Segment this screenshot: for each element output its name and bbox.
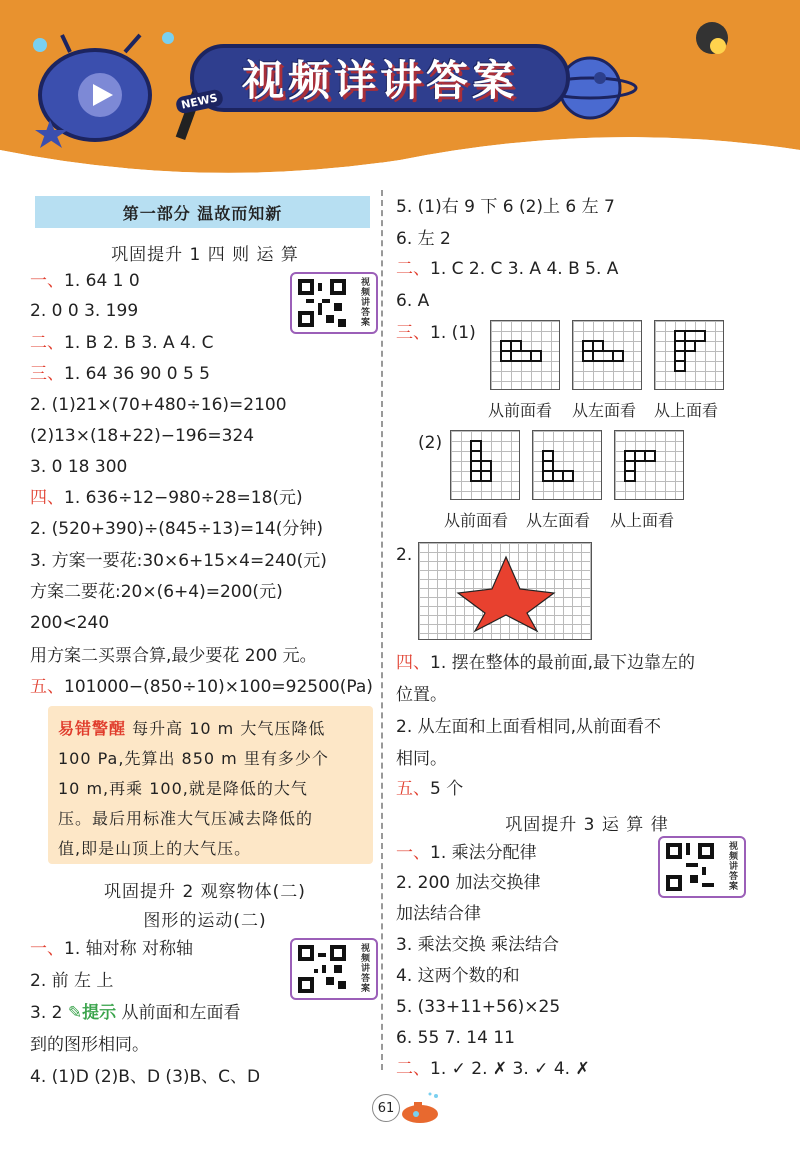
qr-label: 视频讲答案	[729, 842, 739, 892]
answer-line: 5. (1)右 9 下 6 (2)上 6 左 7	[396, 197, 615, 217]
view-caption: 从上面看	[610, 511, 675, 530]
answer-line: 位置。	[396, 685, 447, 705]
qr-code-icon	[298, 945, 346, 993]
banner	[0, 0, 800, 175]
answer-line: 3. 2 ✎提示 从前面和左面看	[30, 1003, 241, 1023]
answer-line: 6. 左 2	[396, 229, 451, 249]
view-grid-left	[572, 320, 642, 390]
submarine-icon	[398, 1090, 448, 1126]
answer-line: 2. 200 加法交换律	[396, 873, 541, 893]
star-grid	[418, 542, 592, 640]
answer-line: 五、5 个	[396, 779, 464, 799]
view-grid-top	[614, 430, 684, 500]
view-caption: 从前面看	[488, 401, 553, 420]
answer-line: 四、1. 摆在整体的最前面,最下边靠左的	[396, 653, 696, 673]
view-shape	[655, 321, 725, 391]
view-caption: 从前面看	[444, 511, 509, 530]
section2-title: 巩固提升 2 观察物体(二)	[104, 882, 306, 902]
answer-line: 2. (520+390)÷(845÷13)=14(分钟)	[30, 519, 324, 539]
warning-tag: 易错警醒	[58, 719, 127, 738]
view-caption: 从左面看	[572, 401, 637, 420]
answer-line: 相同。	[396, 749, 447, 769]
dot-icon	[162, 32, 174, 44]
view-caption: 从左面看	[526, 511, 591, 530]
view-grid-top	[654, 320, 724, 390]
answer-line: 三、1. (1)	[396, 323, 476, 343]
answer-line: 一、1. 轴对称 对称轴	[30, 939, 194, 959]
view-caption: 从上面看	[654, 401, 719, 420]
answer-line: 3. 0 18 300	[30, 457, 128, 477]
answer-line: 二、1. ✓ 2. ✗ 3. ✓ 4. ✗	[396, 1059, 590, 1079]
view-shape	[573, 321, 643, 391]
answer-line: 4. (1)D (2)B、D (3)B、C、D	[30, 1067, 261, 1087]
answer-line: 5. (33+11+56)×25	[396, 997, 561, 1017]
hint-tag: ✎提示	[67, 1003, 117, 1023]
view-grid-front	[490, 320, 560, 390]
answer-line: 3. 方案一要花:30×6+15×4=240(元)	[30, 551, 327, 571]
answer-line: 五、101000−(850÷10)×100=92500(Pa)	[30, 677, 373, 697]
view-shape	[491, 321, 561, 391]
answer-line: 一、1. 乘法分配律	[396, 843, 537, 863]
warning-box: 易错警醒 每升高 10 m 大气压降低 100 Pa,先算出 850 m 里有多少个 10 m,再乘 100,就是降低的大气 压。最后用标准大气压减去降低的 值,即是山顶上的大气压。	[48, 706, 373, 864]
answer-line: 用方案二买票合算,最少要花 200 元。	[30, 646, 317, 666]
qr-code[interactable]	[658, 836, 746, 898]
answer-line: 2. 0 0 3. 199	[30, 301, 139, 321]
qr-label: 视频讲答案	[361, 278, 371, 328]
view-grid-front	[450, 430, 520, 500]
part-header: 第一部分 温故而知新	[35, 196, 370, 228]
answer-line: 4. 这两个数的和	[396, 966, 520, 986]
section2-subtitle: 图形的运动(二)	[143, 911, 267, 931]
qr-label: 视频讲答案	[361, 944, 371, 994]
view-shape	[533, 431, 603, 501]
answer-line: 加法结合律	[396, 904, 481, 924]
answer-line: 2. 前 左 上	[30, 971, 114, 991]
page-number: 61	[372, 1094, 400, 1122]
view-grid-left	[532, 430, 602, 500]
news-tag: NEWS	[175, 88, 224, 114]
answer-line: 三、1. 64 36 90 0 5 5	[30, 364, 210, 384]
answer-line: 二、1. B 2. B 3. A 4. C	[30, 333, 214, 353]
sub-label: (2)	[418, 433, 443, 453]
answer-line: 四、1. 636÷12−980÷28=18(元)	[30, 488, 303, 508]
answer-line: 一、1. 64 1 0	[30, 271, 140, 291]
qr-code[interactable]	[290, 938, 378, 1000]
view-shape	[615, 431, 685, 501]
section1-title: 巩固提升 1 四 则 运 算	[111, 245, 299, 265]
page-title: 视频详讲答案	[190, 44, 570, 112]
section3-title: 巩固提升 3 运 算 律	[505, 815, 669, 835]
answer-line: 2. (1)21×(70+480÷16)=2100	[30, 395, 287, 415]
answer-line: 3. 乘法交换 乘法结合	[396, 935, 560, 955]
dot-icon	[33, 38, 47, 52]
answer-line: 二、1. C 2. C 3. A 4. B 5. A	[396, 259, 619, 279]
spotlight-icon	[696, 22, 728, 54]
answer-line: 200<240	[30, 613, 110, 633]
qr-code-icon	[666, 843, 714, 891]
answer-line: 2. 从左面和上面看相同,从前面看不	[396, 717, 662, 737]
sub-label: 2.	[396, 545, 413, 565]
qr-code-icon	[298, 279, 346, 327]
answer-line: 方案二要花:20×(6+4)=200(元)	[30, 582, 283, 602]
red-star-icon	[419, 543, 593, 641]
answer-line: 6. A	[396, 291, 430, 311]
answer-line: 到的图形相同。	[30, 1035, 149, 1055]
view-shape	[451, 431, 521, 501]
qr-code[interactable]	[290, 272, 378, 334]
column-divider	[381, 190, 383, 1070]
answer-line: 6. 55 7. 14 11	[396, 1028, 515, 1048]
answer-line: (2)13×(18+22)−196=324	[30, 426, 255, 446]
